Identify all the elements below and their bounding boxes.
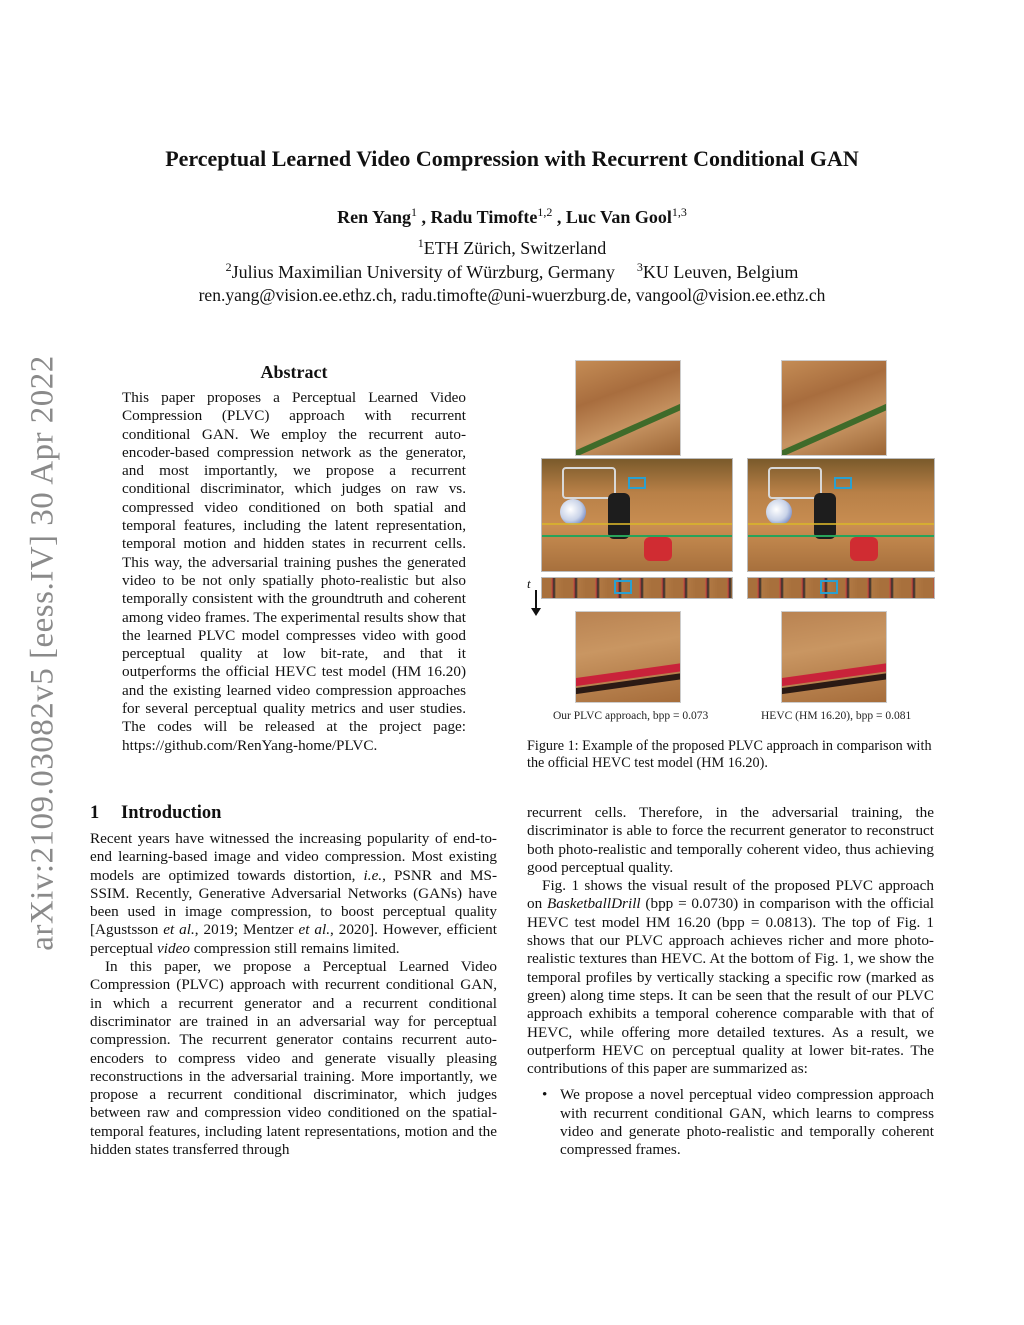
left-column-body: [90, 830, 497, 1159]
hevc-temporal-profile: [747, 577, 935, 599]
text-run: Fig. 1 shows the visual result of the proposed PLVC approach on: [527, 877, 934, 913]
section-number: 1: [90, 803, 100, 823]
hevc-bottom-zoom-crop: [781, 611, 887, 703]
contribution-list: [527, 1086, 934, 1159]
plvc-bottom-zoom-crop: [575, 611, 681, 703]
plvc-frame-image: [541, 458, 733, 572]
author-list: [90, 205, 934, 228]
italic-text: BasketballDrill: [546, 895, 641, 913]
bullet-icon: •: [542, 1086, 548, 1104]
text-run: Recent years have witnessed the increasing popularity of end-to-end learning-based image and video compression. Most existing models are optimized towards distortion,: [90, 830, 497, 884]
affiliation-marker: 3: [636, 260, 643, 274]
text-run: , 2019; Mentzer: [194, 921, 299, 939]
figure-label-plvc: Our PLVC approach, bpp = 0.073: [553, 710, 709, 722]
affiliation-marker: 1: [417, 236, 424, 250]
section-title: Introduction: [121, 803, 222, 823]
affiliation: ETH Zürich, Switzerland: [423, 238, 607, 258]
author-name: Luc Van Gool: [565, 207, 672, 227]
author-affiliation-marker: 1,3: [671, 205, 687, 219]
text-run: , PSNR and MS-SSIM. Recently, Generative Adversarial Networks (GANs) have been used in image compression, to boost perceptual quality [Agustsson: [90, 866, 498, 939]
author-affiliation-marker: 1,2: [537, 205, 553, 219]
paragraph: In this paper, we propose a Perceptual Learned Video Compression (PLVC) approach with recurrent conditional GAN, in which a recurrent generator and a recurrent conditional discriminator are trained in an adversarial way for perceptual compression. The recurrent generator contains recurrent auto-encoders to compress video and generate visually pleasing reconstructions in the adversarial training. More importantly, we propose a recurrent conditional discriminator, which judges between raw and compression video conditioned on the spatial-temporal features, including latent representations, motion and the hidden states transferred through: [90, 958, 497, 1159]
text-run: , 2020]. However, efficient perceptual: [90, 921, 497, 957]
list-item-text: We propose a novel perceptual video compression approach with recurrent conditional GAN, which learns to compress video and generate photo-realistic and temporally coherent compressed frames.: [560, 1086, 934, 1159]
figure-label-hevc: HEVC (HM 16.20), bpp = 0.081: [761, 710, 912, 722]
plvc-temporal-profile: [541, 577, 733, 599]
section-heading: [90, 803, 221, 824]
right-column-body: [527, 804, 934, 1160]
abstract-heading: Abstract: [260, 362, 328, 382]
affiliation: Julius Maximilian University of Würzburg, Germany: [231, 262, 615, 282]
paper-title: Perceptual Learned Video Compression with Recurrent Conditional GAN: [165, 146, 859, 171]
author-affiliation-marker: 1: [410, 205, 417, 219]
figure-caption: Figure 1: Example of the proposed PLVC approach in comparison with the official HEVC test model (HM 16.20).: [527, 738, 932, 771]
affiliation-line-1: [90, 236, 934, 259]
hevc-frame-image: [747, 458, 935, 572]
list-item: [527, 1086, 934, 1159]
author-emails: ren.yang@vision.ee.ethz.ch, radu.timofte@uni-wuerzburg.de, vangool@vision.ee.ethz.ch: [198, 285, 826, 305]
abstract-text: This paper proposes a Perceptual Learned Video Compression (PLVC) approach with recurrent conditional GAN. We employ the recurrent auto-encoder-based compression network as the generator, and most importantly, we propose a recurrent conditional discriminator, which judges on raw vs. compressed video conditioned on both spatial and temporal features, including the latent representation, temporal motion and hidden states in recurrent cells. This way, the adversarial training pushes the generated video to be not only spatially photo-realistic but also temporally consistent with the groundtruth and coherent among video frames. The experimental results show that the learned PLVC model compresses video with good perceptual quality at low bit-rate, and that it outperforms the official HEVC test model (HM 16.20) and the existing learned video compression approaches for several perceptual quality metrics and user studies. The codes will be released at the project page: https://github.com/RenYang-home/PLVC.: [122, 389, 466, 754]
author-name: Radu Timofte: [430, 207, 538, 227]
figure-1: [527, 358, 934, 703]
author-name: Ren Yang: [337, 207, 411, 227]
affiliation-line-2: [90, 260, 934, 283]
paragraph: recurrent cells. Therefore, in the adversarial training, the discriminator is able to force the recurrent generator to reconstruct both photo-realistic and temporally coherent video, thus achieving good perceptual quality.: [527, 804, 934, 876]
affiliation-marker: 2: [225, 260, 232, 274]
italic-text: i.e.: [363, 866, 383, 884]
hevc-top-zoom-crop: [781, 360, 887, 456]
paragraph: [90, 830, 497, 958]
time-axis-label: t: [527, 576, 531, 591]
paragraph: [527, 877, 934, 1078]
italic-text: et al.: [298, 921, 331, 939]
plvc-top-zoom-crop: [575, 360, 681, 456]
arxiv-stamp-text: arXiv:2109.03082v5 [eess.IV] 30 Apr 2022: [24, 355, 61, 951]
italic-text: et al.: [163, 921, 195, 939]
text-run: compression still remains limited.: [189, 939, 400, 957]
affiliation: KU Leuven, Belgium: [642, 262, 799, 282]
text-run: (bpp = 0.0730) in comparison with the official HEVC test model HM 16.20 (bpp = 0.0813). The top of Fig. 1 shows that our PLVC approach achieves richer and more photo-realistic textures than HEVC. At the bottom of Fig. 1, we show the temporal profiles by vertically stacking a specific row (marked as green) along time steps. It can be seen that the result of our PLVC approach exhibits a temporal coherence comparable with that of HEVC, while offering more detailed textures. As a result, we outperform HEVC on perceptual quality at lower bit-rates. The contributions of this paper are summarized as:: [527, 895, 935, 1078]
arxiv-stamp: [18, 352, 68, 954]
time-arrowhead-icon: [531, 608, 541, 616]
author-separator: ,: [416, 207, 431, 227]
italic-text: video: [157, 939, 190, 957]
author-separator: ,: [552, 207, 566, 227]
